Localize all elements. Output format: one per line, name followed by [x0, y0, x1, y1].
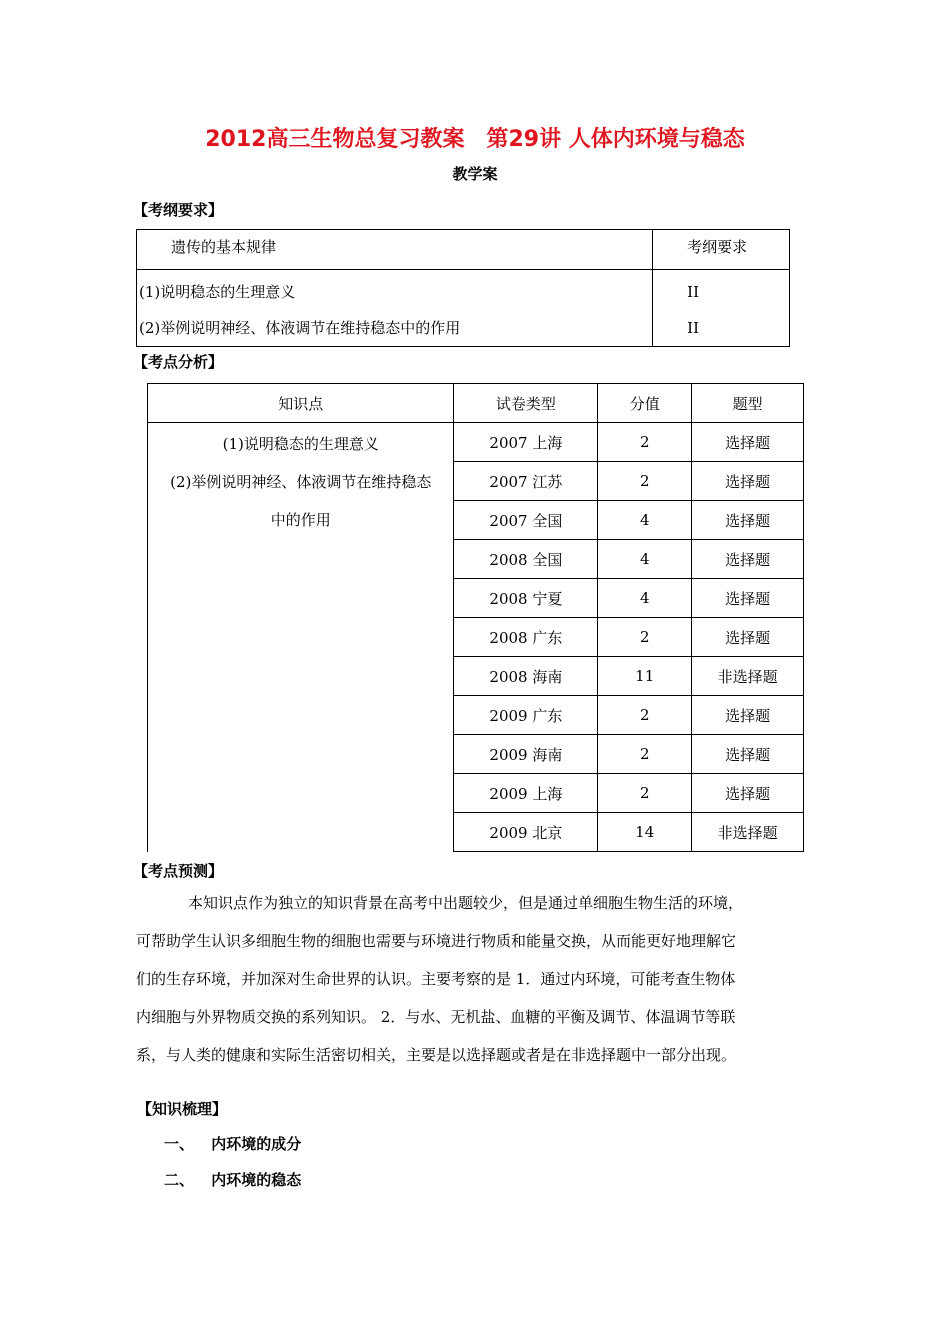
- knowledge-line: (2)举例说明神经、体液调节在维持稳态: [170, 473, 432, 491]
- type-cell: 非选择题: [692, 657, 804, 696]
- req-level: II: [687, 319, 700, 337]
- type-cell: 选择题: [692, 540, 804, 579]
- exam-cell: 2009 上海: [454, 774, 598, 813]
- type-cell: 选择题: [692, 462, 804, 501]
- req-item: (2)举例说明神经、体液调节在维持稳态中的作用: [139, 319, 461, 337]
- type-cell: 选择题: [692, 774, 804, 813]
- score-cell: 2: [598, 774, 692, 813]
- table-header: 知识点: [148, 384, 454, 423]
- table-header: 题型: [692, 384, 804, 423]
- score-cell: 2: [598, 696, 692, 735]
- knowledge-line: 中的作用: [270, 511, 331, 529]
- type-cell: 选择题: [692, 579, 804, 618]
- score-cell: 11: [598, 657, 692, 696]
- page-title: 2012高三生物总复习教案 第29讲 人体内环境与稳态: [205, 127, 745, 152]
- page-subtitle: 教学案: [452, 165, 498, 183]
- type-cell: 非选择题: [692, 813, 804, 852]
- exam-cell: 2007 江苏: [454, 462, 598, 501]
- requirements-table: [136, 229, 790, 347]
- section-heading-prediction: 【考点预测】: [133, 862, 224, 880]
- exam-cell: 2009 海南: [454, 735, 598, 774]
- knowledge-line: (1)说明稳态的生理意义: [222, 435, 379, 453]
- exam-cell: 2008 全国: [454, 540, 598, 579]
- section-heading-requirements: 【考纲要求】: [133, 201, 224, 219]
- score-cell: 2: [598, 462, 692, 501]
- req-item: (1)说明稳态的生理意义: [139, 283, 296, 301]
- score-cell: 14: [598, 813, 692, 852]
- req-header-left: 遗传的基本规律: [137, 230, 653, 270]
- paragraph-line: 们的生存环境，并加深对生命世界的认识。主要考察的是 1．通过内环境，可能考查生物体: [136, 970, 736, 988]
- type-cell: 选择题: [692, 501, 804, 540]
- paragraph-line: 内细胞与外界物质交换的系列知识。 2．与水、无机盐、血糖的平衡及调节、体温调节等联: [136, 1008, 736, 1026]
- item-number: 一、: [164, 1135, 195, 1153]
- exam-cell: 2007 上海: [454, 423, 598, 462]
- paragraph-line: 系，与人类的健康和实际生活密切相关，主要是以选择题或者是在非选择题中一部分出现。: [136, 1046, 737, 1064]
- paragraph-line: 可帮助学生认识多细胞生物的细胞也需要与环境进行物质和能量交换，从而能更好地理解它: [136, 932, 737, 950]
- type-cell: 选择题: [692, 696, 804, 735]
- section-heading-knowledge: 【知识梳理】: [137, 1100, 228, 1118]
- analysis-table: [147, 383, 804, 852]
- exam-cell: 2008 海南: [454, 657, 598, 696]
- score-cell: 2: [598, 423, 692, 462]
- req-items-cell: [137, 270, 653, 347]
- knowledge-item: [164, 1133, 301, 1154]
- type-cell: 选择题: [692, 423, 804, 462]
- prediction-paragraph: [136, 884, 816, 1074]
- req-levels-cell: [653, 270, 790, 347]
- exam-cell: 2009 广东: [454, 696, 598, 735]
- table-header: 试卷类型: [454, 384, 598, 423]
- score-cell: 4: [598, 501, 692, 540]
- paragraph-line: 本知识点作为独立的知识背景在高考中出题较少，但是通过单细胞生物生活的环境，: [188, 894, 744, 912]
- exam-cell: 2009 北京: [454, 813, 598, 852]
- exam-cell: 2008 宁夏: [454, 579, 598, 618]
- exam-cell: 2007 全国: [454, 501, 598, 540]
- knowledge-item: [164, 1169, 301, 1190]
- score-cell: 2: [598, 735, 692, 774]
- score-cell: 2: [598, 618, 692, 657]
- table-header: 分值: [598, 384, 692, 423]
- knowledge-point-cell: [148, 423, 454, 852]
- exam-cell: 2008 广东: [454, 618, 598, 657]
- item-number: 二、: [164, 1171, 195, 1189]
- item-text: 内环境的稳态: [211, 1171, 302, 1189]
- type-cell: 选择题: [692, 618, 804, 657]
- req-header-right: 考纲要求: [653, 230, 790, 270]
- item-text: 内环境的成分: [211, 1135, 302, 1153]
- section-heading-analysis: 【考点分析】: [133, 353, 224, 371]
- type-cell: 选择题: [692, 735, 804, 774]
- score-cell: 4: [598, 579, 692, 618]
- score-cell: 4: [598, 540, 692, 579]
- req-level: II: [687, 283, 700, 301]
